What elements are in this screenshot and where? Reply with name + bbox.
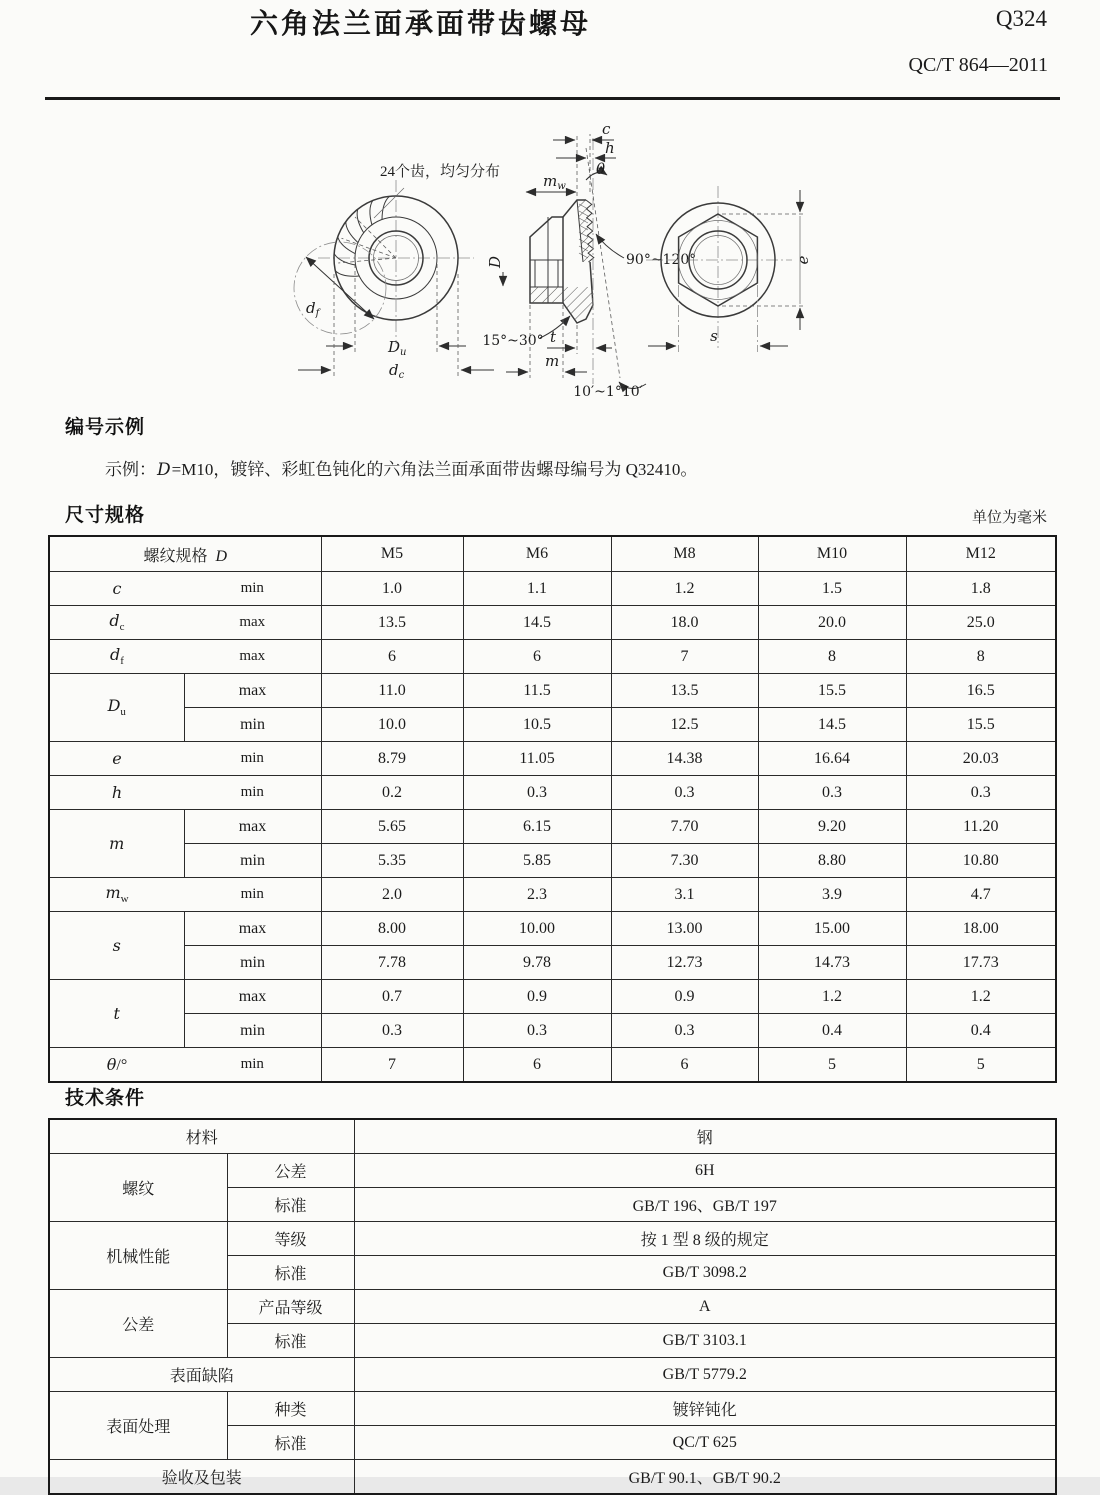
tech-row	[49, 1154, 1056, 1188]
hex-face-view	[646, 186, 812, 352]
dim-value-cell: 18.00	[906, 912, 1056, 946]
dim-param-cell	[49, 606, 321, 640]
example-symbol: D	[157, 460, 171, 480]
dim-value-cell: 2.0	[321, 878, 463, 912]
dim-value-cell: 13.5	[321, 606, 463, 640]
tech-value: GB/T 5779.2	[354, 1358, 1056, 1392]
dim-row	[49, 708, 1056, 742]
dim-value-cell: 25.0	[906, 606, 1056, 640]
dim-value-cell: 8.00	[321, 912, 463, 946]
dim-limit-label: max	[239, 648, 266, 664]
numbering-example	[105, 455, 1100, 480]
dim-value-cell: 6	[463, 640, 611, 674]
dim-limit-label: max	[239, 614, 266, 630]
dim-row	[49, 844, 1056, 878]
serration-arc	[335, 271, 359, 276]
dim-value-cell: 16.5	[906, 674, 1056, 708]
dim-value-cell: 1.2	[611, 572, 758, 606]
dim-param-symbol: e	[112, 748, 122, 768]
tech-group-label: 表面处理	[49, 1392, 227, 1460]
dim-label-theta: θ	[596, 160, 606, 178]
dim-value-cell: 8.79	[321, 742, 463, 776]
dim-value-cell: 1.2	[906, 980, 1056, 1014]
dim-param-inner	[50, 878, 321, 911]
tech-value: GB/T 196、GB/T 197	[354, 1188, 1056, 1222]
dim-value-cell: 5.85	[463, 844, 611, 878]
dim-label-m: m	[545, 352, 560, 370]
dim-value-cell: 14.5	[758, 708, 906, 742]
dim-param-symbol: θ/°	[106, 1054, 128, 1074]
dim-param-inner	[50, 640, 321, 673]
serration-arc	[338, 237, 356, 254]
dim-value-cell: 2.3	[463, 878, 611, 912]
standard-number: QC/T 864—2011	[908, 54, 1048, 76]
dim-value-cell: 0.3	[906, 776, 1056, 810]
size-header-m12: M12	[906, 536, 1056, 572]
size-header-m10: M10	[758, 536, 906, 572]
tech-row	[49, 1460, 1056, 1495]
tech-group-label: 机械性能	[49, 1222, 227, 1290]
dim-param-cell	[49, 640, 321, 674]
dim-value-cell: 0.3	[463, 1014, 611, 1048]
dim-param-cell: m	[49, 810, 184, 878]
dim-value-cell: 9.78	[463, 946, 611, 980]
dim-limit-label: min	[240, 886, 264, 902]
dim-value-cell: 7.30	[611, 844, 758, 878]
dim-param-symbol: $m_w$	[105, 883, 129, 906]
dim-value-cell: 15.5	[758, 674, 906, 708]
tech-row	[49, 1119, 1056, 1154]
tech-item-label: 产品等级	[227, 1290, 354, 1324]
dim-limit-label: min	[240, 580, 264, 596]
tech-value: GB/T 3098.2	[354, 1256, 1056, 1290]
dim-row	[49, 1014, 1056, 1048]
part-code: Q324	[995, 6, 1047, 31]
tech-heading: 技术条件	[65, 1088, 146, 1109]
dim-row	[49, 776, 1056, 810]
dim-param-cell	[49, 776, 321, 810]
dim-value-cell: 0.7	[321, 980, 463, 1014]
dim-param-inner	[50, 606, 321, 639]
dim-limit-label: max	[184, 674, 321, 708]
dim-label-dc: $d_c$	[389, 361, 405, 381]
dim-value-cell: 0.9	[611, 980, 758, 1014]
dim-value-cell: 6	[463, 1048, 611, 1083]
dim-value-cell: 11.5	[463, 674, 611, 708]
dim-value-cell: 7.70	[611, 810, 758, 844]
dim-limit-label: max	[184, 912, 321, 946]
tech-item-label: 标准	[227, 1324, 354, 1358]
dim-param-symbol: $d_c$	[109, 611, 125, 634]
dim-value-cell: 14.38	[611, 742, 758, 776]
dim-limit-label: min	[240, 1056, 264, 1072]
tech-item-label: 等级	[227, 1222, 354, 1256]
dim-value-cell: 15.00	[758, 912, 906, 946]
dim-value-cell: 10.5	[463, 708, 611, 742]
dim-value-cell: 5.35	[321, 844, 463, 878]
tech-value: 按 1 型 8 级的规定	[354, 1222, 1056, 1256]
dim-value-cell: 9.20	[758, 810, 906, 844]
dim-row	[49, 572, 1056, 606]
dim-row	[49, 674, 1056, 708]
dim-param-cell	[49, 1048, 321, 1083]
dim-param-cell: $D_u$	[49, 674, 184, 742]
dim-value-cell: 14.5	[463, 606, 611, 640]
dim-row	[49, 742, 1056, 776]
tech-item-label: 标准	[227, 1188, 354, 1222]
dim-value-cell: 6	[611, 1048, 758, 1083]
dim-value-cell: 0.4	[906, 1014, 1056, 1048]
dim-row	[49, 946, 1056, 980]
example-rest: =M10，镀锌、彩虹色钝化的六角法兰面承面带齿螺母编号为 Q32410。	[171, 460, 698, 479]
dim-row	[49, 1048, 1056, 1083]
drawing-svg	[0, 112, 1100, 412]
dim-limit-label: min	[240, 750, 264, 766]
tech-item-label: 公差	[227, 1154, 354, 1188]
dim-value-cell: 10.80	[906, 844, 1056, 878]
dim-value-cell: 11.0	[321, 674, 463, 708]
dim-value-cell: 1.8	[906, 572, 1056, 606]
dim-value-cell: 1.0	[321, 572, 463, 606]
dim-value-cell: 0.3	[611, 1014, 758, 1048]
angle-flange-label: 15°~30°	[482, 333, 544, 349]
dim-label-e: e	[794, 255, 812, 265]
dim-limit-label: min	[184, 708, 321, 742]
dim-value-cell: 11.20	[906, 810, 1056, 844]
dim-label-Du: $D_u$	[388, 338, 407, 358]
thread-spec-header: 螺纹规格 D	[49, 536, 321, 572]
section-view	[482, 120, 696, 400]
dim-value-cell: 0.9	[463, 980, 611, 1014]
dim-value-cell: 12.73	[611, 946, 758, 980]
dim-param-cell	[49, 878, 321, 912]
dim-row	[49, 980, 1056, 1014]
tech-conditions-table	[48, 1118, 1057, 1495]
dim-value-cell: 11.05	[463, 742, 611, 776]
dim-param-cell	[49, 572, 321, 606]
tech-item-label: 标准	[227, 1426, 354, 1460]
header-rule	[45, 97, 1060, 100]
dim-label-c: c	[602, 120, 611, 138]
dim-param-cell: s	[49, 912, 184, 980]
dim-value-cell: 6.15	[463, 810, 611, 844]
dim-param-cell: t	[49, 980, 184, 1048]
dim-label-t: t	[550, 328, 557, 346]
dim-value-cell: 1.5	[758, 572, 906, 606]
dim-param-inner	[50, 572, 321, 605]
tech-item-label: 种类	[227, 1392, 354, 1426]
tech-row	[49, 1222, 1056, 1256]
page-title: 六角法兰面承面带齿螺母	[250, 8, 592, 39]
dim-value-cell: 14.73	[758, 946, 906, 980]
dim-value-cell: 0.3	[758, 776, 906, 810]
dimensions-table	[48, 535, 1057, 1083]
dim-value-cell: 0.3	[611, 776, 758, 810]
example-prefix: 示例：	[105, 460, 156, 479]
dim-value-cell: 16.64	[758, 742, 906, 776]
dim-param-symbol: h	[111, 782, 123, 802]
dim-value-cell: 7	[321, 1048, 463, 1083]
dim-value-cell: 5.65	[321, 810, 463, 844]
dim-value-cell: 0.4	[758, 1014, 906, 1048]
dim-value-cell: 3.9	[758, 878, 906, 912]
tech-item-label: 标准	[227, 1256, 354, 1290]
tech-group-label: 公差	[49, 1290, 227, 1358]
tech-value: 钢	[354, 1119, 1056, 1154]
dim-value-cell: 7.78	[321, 946, 463, 980]
dim-label-D: D	[486, 255, 504, 269]
dim-param-symbol: c	[112, 578, 122, 598]
size-header-m8: M8	[611, 536, 758, 572]
dim-value-cell: 20.03	[906, 742, 1056, 776]
dim-limit-label: max	[184, 980, 321, 1014]
dim-label-s: s	[710, 327, 718, 345]
dim-value-cell: 0.2	[321, 776, 463, 810]
serration-arc	[357, 209, 364, 233]
dim-value-cell: 8.80	[758, 844, 906, 878]
dim-label-df: $d_f$	[306, 299, 320, 319]
dim-value-cell: 5	[906, 1048, 1056, 1083]
angle-serration-label: 90°~120°	[626, 252, 697, 268]
dim-value-cell: 6	[321, 640, 463, 674]
dim-label-mw: $m_w$	[543, 172, 566, 192]
dim-limit-label: min	[184, 1014, 321, 1048]
tech-value: GB/T 3103.1	[354, 1324, 1056, 1358]
tech-value: A	[354, 1290, 1056, 1324]
tech-row-label: 材料	[49, 1119, 354, 1154]
dim-row	[49, 912, 1056, 946]
tech-row	[49, 1358, 1056, 1392]
page-header	[0, 0, 1100, 100]
dim-header-row	[49, 536, 1056, 572]
dim-label-h: h	[605, 139, 615, 157]
technical-drawing	[0, 112, 1100, 412]
dim-value-cell: 13.00	[611, 912, 758, 946]
dim-value-cell: 12.5	[611, 708, 758, 742]
dim-value-cell: 0.3	[321, 1014, 463, 1048]
serration-arc	[346, 222, 358, 243]
dim-value-cell: 20.0	[758, 606, 906, 640]
dim-value-cell: 5	[758, 1048, 906, 1083]
size-header-m5: M5	[321, 536, 463, 572]
dim-value-cell: 1.2	[758, 980, 906, 1014]
dim-value-cell: 13.5	[611, 674, 758, 708]
numbering-heading: 编号示例	[65, 417, 146, 438]
dim-value-cell: 10.00	[463, 912, 611, 946]
dim-row	[49, 640, 1056, 674]
dim-value-cell: 8	[906, 640, 1056, 674]
dim-value-cell: 18.0	[611, 606, 758, 640]
tech-group-label: 螺纹	[49, 1154, 227, 1222]
tech-value: GB/T 90.1、GB/T 90.2	[354, 1460, 1056, 1495]
serration-note: 24个齿，均匀分布	[379, 164, 501, 180]
dim-limit-label: max	[184, 810, 321, 844]
size-header-m6: M6	[463, 536, 611, 572]
tech-value: 镀锌钝化	[354, 1392, 1056, 1426]
dim-row	[49, 878, 1056, 912]
dimensions-heading: 尺寸规格	[65, 505, 146, 526]
tech-row-label: 验收及包装	[49, 1460, 354, 1495]
dim-param-inner	[50, 1048, 321, 1081]
dim-param-inner	[50, 742, 321, 775]
serration-arc	[382, 196, 390, 219]
serrated-face-view	[294, 162, 500, 381]
dim-row	[49, 810, 1056, 844]
dim-value-cell: 15.5	[906, 708, 1056, 742]
dim-value-cell: 4.7	[906, 878, 1056, 912]
dim-value-cell: 3.1	[611, 878, 758, 912]
dim-param-cell	[49, 742, 321, 776]
dim-limit-label: min	[184, 946, 321, 980]
dim-value-cell: 1.1	[463, 572, 611, 606]
dim-value-cell: 10.0	[321, 708, 463, 742]
dim-value-cell: 17.73	[906, 946, 1056, 980]
dim-value-cell: 0.3	[463, 776, 611, 810]
tech-row	[49, 1392, 1056, 1426]
serration-arc	[334, 254, 355, 265]
serration-arc	[370, 201, 373, 225]
tech-row-label: 表面缺陷	[49, 1358, 354, 1392]
dim-limit-label: min	[240, 784, 264, 800]
dim-value-cell: 8	[758, 640, 906, 674]
angle-bottom-label: 10′~1°10′	[573, 384, 643, 400]
dim-limit-label: min	[184, 844, 321, 878]
tech-value: 6H	[354, 1154, 1056, 1188]
dim-row	[49, 606, 1056, 640]
dim-param-inner	[50, 776, 321, 809]
unit-note: 单位为毫米	[971, 510, 1047, 526]
tech-row	[49, 1290, 1056, 1324]
dim-value-cell: 7	[611, 640, 758, 674]
dim-param-symbol: $d_f$	[110, 645, 124, 668]
tech-value: QC/T 625	[354, 1426, 1056, 1460]
